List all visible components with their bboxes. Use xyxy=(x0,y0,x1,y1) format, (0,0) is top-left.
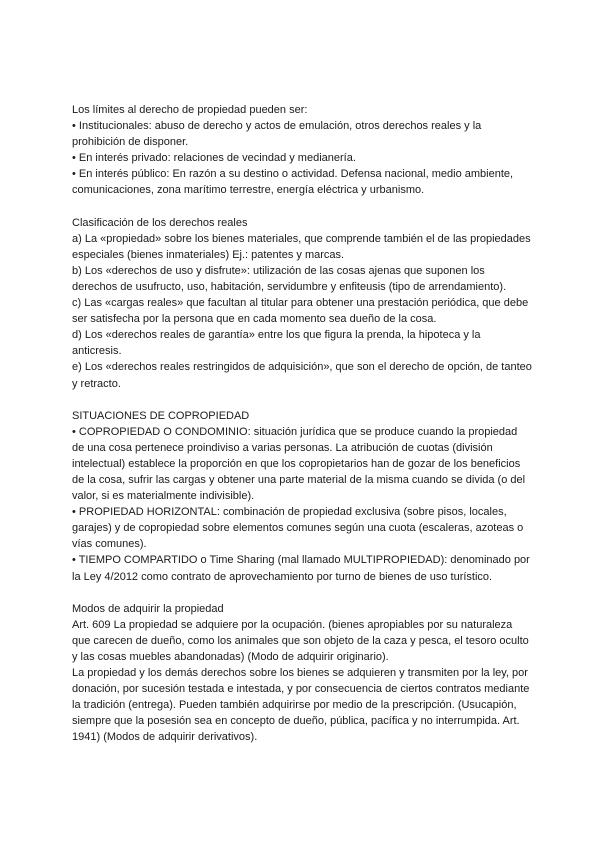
section-clasificacion xyxy=(72,215,532,392)
section-copropiedad xyxy=(72,408,532,585)
section-heading: Los límites al derecho de propiedad pueden ser: xyxy=(72,104,308,116)
section-heading: Modos de adquirir la propiedad xyxy=(72,602,224,615)
paragraph-line: c) Las «cargas reales» que facultan al titular para obtener una prestación periódica, que debe ser satisfecha por la persona que en cada momento sea dueño de la cosa. xyxy=(72,297,529,326)
paragraph-line: • COPROPIEDAD O CONDOMINIO: situación jurídica que se produce cuando la propiedad de una cosa pertenece proindiviso a varias personas. La atribución de cuotas (división intelectual) establece la proporción en que los copropietarios han de gozar de los beneficios de la cosa, sufrir las cargas y obtener una parte material de la misma cuando se divida (o del valor, si es materialmente indivisible). xyxy=(72,425,526,503)
paragraph-line: La propiedad y los demás derechos sobre los bienes se adquieren y transmiten por la ley, por donación, por sucesión testada e intestada, y por consecuencia de ciertos contratos mediante la tradición (entrega). Pueden también adquirirse por medio de la prescripción. (Usucapión, siempre que la posesión sea en concepto de dueño, pública, pacífica y no interrumpida. Art. 1941) (Modos de adquirir derivativos). xyxy=(72,667,530,744)
section-heading: SITUACIONES DE COPROPIEDAD xyxy=(72,409,250,422)
paragraph-line: Art. 609 La propiedad se adquiere por la ocupación. (bienes apropiables por su naturaleza que carecen de dueño, como los animales que son objeto de la caza y pesca, el tesoro oculto y las cosas muebles abandonadas) (Modo de adquirir originario). xyxy=(72,618,529,663)
paragraph-line: • En interés público: En razón a su destino o actividad. Defensa nacional, medio ambiente, comunicaciones, zona marítimo terrestre, energía eléctrica y urbanismo. xyxy=(72,168,514,197)
section-heading: Clasificación de los derechos reales xyxy=(72,216,248,229)
section-limites xyxy=(72,102,532,199)
paragraph-line: a) La «propiedad» sobre los bienes materiales, que comprende también el de las propiedades especiales (bienes inmateriales) Ej.: patentes y marcas. xyxy=(72,232,531,261)
paragraph-line: e) Los «derechos reales restringidos de adquisición», que son el derecho de opción, de tanteo y retracto. xyxy=(72,361,532,390)
document-page xyxy=(72,102,532,745)
paragraph-line: d) Los «derechos reales de garantía» entre los que figura la prenda, la hipoteca y la anticresis. xyxy=(72,329,481,358)
paragraph-line: • Institucionales: abuso de derecho y actos de emulación, otros derechos reales y la prohibición de disponer. xyxy=(72,120,482,149)
paragraph-line: • TIEMPO COMPARTIDO o Time Sharing (mal llamado MULTIPROPIEDAD): denominado por la Ley 4/2012 como contrato de aprovechamiento por turno de bienes de uso turístico. xyxy=(72,554,530,583)
paragraph-line: b) Los «derechos de uso y disfrute»: utilización de las cosas ajenas que suponen los derechos de usufructo, uso, habitación, servidumbre y enfiteusis (tipo de arrendamiento). xyxy=(72,264,507,293)
section-modos-adquirir xyxy=(72,601,532,746)
paragraph-line: • En interés privado: relaciones de vecindad y medianería. xyxy=(72,152,356,165)
paragraph-line: • PROPIEDAD HORIZONTAL: combinación de propiedad exclusiva (sobre pisos, locales, garajes) y de copropiedad sobre elementos comunes según una cuota (escaleras, azoteas o vías comunes). xyxy=(72,506,524,551)
